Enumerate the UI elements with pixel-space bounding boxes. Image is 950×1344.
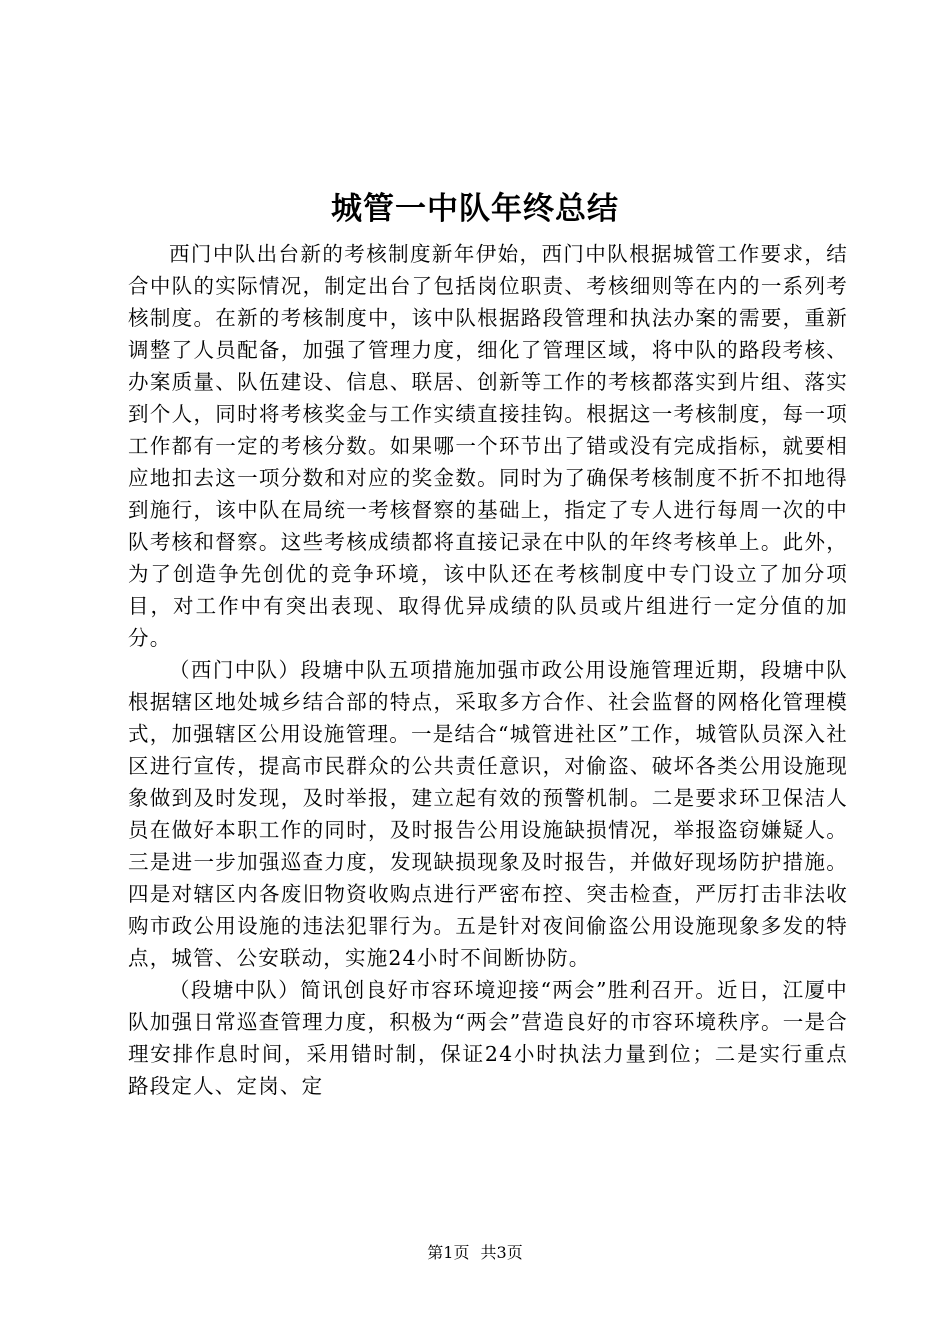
paragraph-2: （西门中队）段塘中队五项措施加强市政公用设施管理近期，段塘中队根据辖区地处城乡结合部的特点，采取多方合作、社会监督的网格化管理模式，加强辖区公用设施管理。一是结合“城管进社区”工作，城管队员深入社区进行宣传，提高市民群众的公共责任意识，对偷盗、破坏各类公用设施现象做到及时发现，及时举报，建立起有效的预警机制。二是要求环卫保洁人员在做好本职工作的同时，及时报告公用设施缺损情况，举报盗窃嫌疑人。三是进一步加强巡查力度，发现缺损现象及时报告，并做好现场防护措施。四是对辖区内各废旧物资收购点进行严密布控、突击检查，严厉打击非法收购市政公用设施的违法犯罪行为。五是针对夜间偷盗公用设施现象多发的特点，城管、公安联动，实施24小时不间断协防。: [128, 658, 848, 970]
paragraph-1: 西门中队出台新的考核制度新年伊始，西门中队根据城管工作要求，结合中队的实际情况，制定出台了包括岗位职责、考核细则等在内的一系列考核制度。在新的考核制度中，该中队根据路段管理和执法办案的需要，重新调整了人员配备，加强了管理力度，细化了管理区域，将中队的路段考核、办案质量、队伍建设、信息、联居、创新等工作的考核都落实到片组、落实到个人，同时将考核奖金与工作实绩直接挂钩。根据这一考核制度，每一项工作都有一定的考核分数。如果哪一个环节出了错或没有完成指标，就要相应地扣去这一项分数和对应的奖金数。同时为了确保考核制度不折不扣地得到施行，该中队在局统一考核督察的基础上，指定了专人进行每周一次的中队考核和督察。这些考核成绩都将直接记录在中队的年终考核单上。此外，为了创造争先创优的竞争环境，该中队还在考核制度中专门设立了加分项目，对工作中有突出表现、取得优异成绩的队员或片组进行一定分值的加分。: [128, 242, 848, 650]
page-number: 第1页: [427, 1243, 470, 1262]
page-footer: [0, 1241, 950, 1265]
page-total: 共3页: [480, 1243, 523, 1262]
document-title: 城管一中队年终总结: [331, 191, 619, 227]
document-body: [128, 238, 848, 1102]
paragraph-3: （段塘中队）简讯创良好市容环境迎接“两会”胜利召开。近日，江厦中队加强日常巡查管理力度，积极为“两会”营造良好的市容环境秩序。一是合理安排作息时间，采用错时制，保证24小时执法力量到位；二是实行重点路段定人、定岗、定: [128, 978, 848, 1098]
